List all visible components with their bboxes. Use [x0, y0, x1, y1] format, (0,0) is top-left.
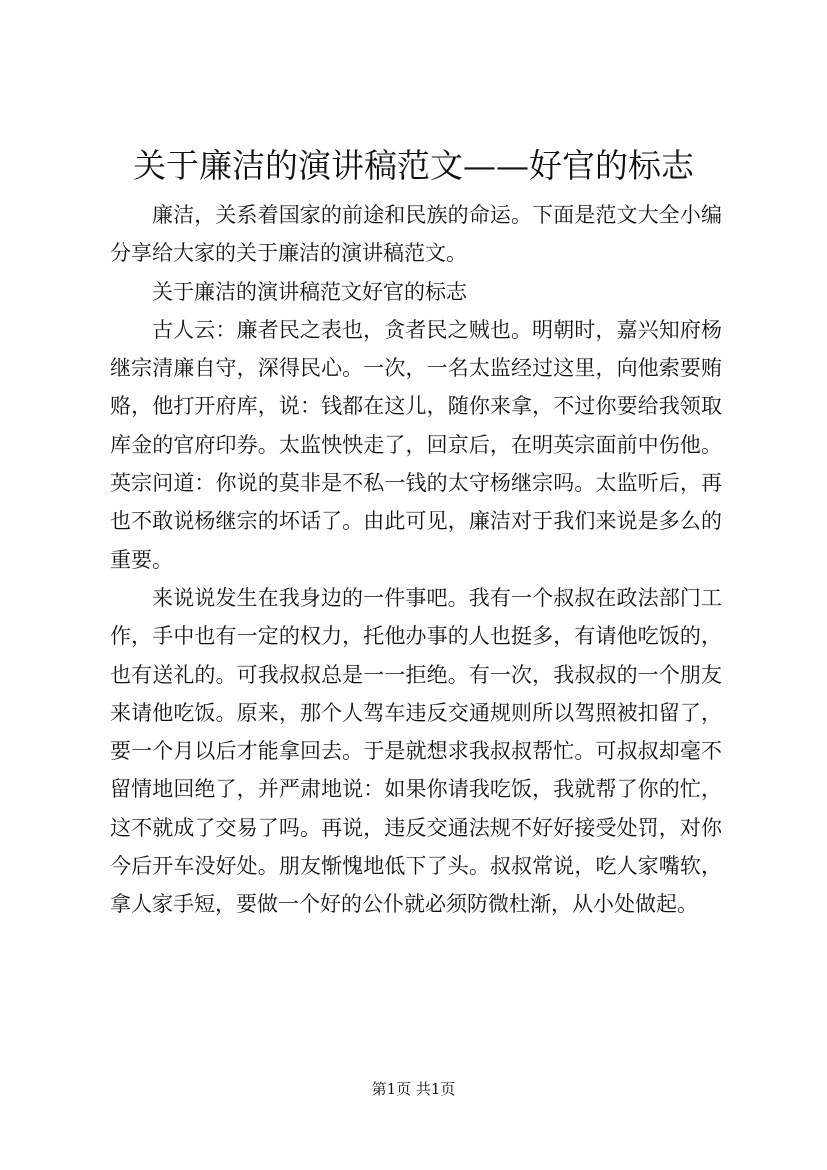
paragraph-intro: 廉洁，关系着国家的前途和民族的命运。下面是范文大全小编分享给大家的关于廉洁的演讲稿范文。 — [110, 203, 722, 266]
paragraph-subtitle: 关于廉洁的演讲稿范文好官的标志 — [152, 279, 467, 304]
paragraph-story-uncle: 来说说发生在我身边的一件事吧。我有一个叔叔在政法部门工作，手中也有一定的权力，托他办事的人也挺多，有请他吃饭的，也有送礼的。可我叔叔总是一一拒绝。有一次，我叔叔的一个朋友来请他吃饭。原来，那个人驾车违反交通规则所以驾照被扣留了，要一个月以后才能拿回去。于是就想求我叔叔帮忙。可叔叔却毫不留情地回绝了，并严肃地说：如果你请我吃饭，我就帮了你的忙，这不就成了交易了吗。再说，违反交通法规不好好接受处罚，对你今后开车没好处。朋友惭愧地低下了头。叔叔常说，吃人家嘴软，拿人家手短，要做一个好的公仆就必须防微杜渐，从小处做起。 — [110, 585, 722, 917]
page-footer: 第1页 共1页 — [371, 1080, 456, 1098]
document-body — [110, 196, 722, 924]
paragraph-story-yang: 古人云：廉者民之表也，贪者民之贼也。明朝时，嘉兴知府杨继宗清廉自守，深得民心。一次，一名太监经过这里，向他索要贿赂，他打开府库，说：钱都在这儿，随你来拿，不过你要给我领取库金的官府印券。太监怏怏走了，回京后，在明英宗面前中伤他。英宗问道：你说的莫非是不私一钱的太守杨继宗吗。太监听后，再也不敢说杨继宗的坏话了。由此可见，廉洁对于我们来说是多么的重要。 — [110, 317, 722, 572]
document-title: 关于廉洁的演讲稿范文——好官的标志 — [133, 146, 694, 185]
